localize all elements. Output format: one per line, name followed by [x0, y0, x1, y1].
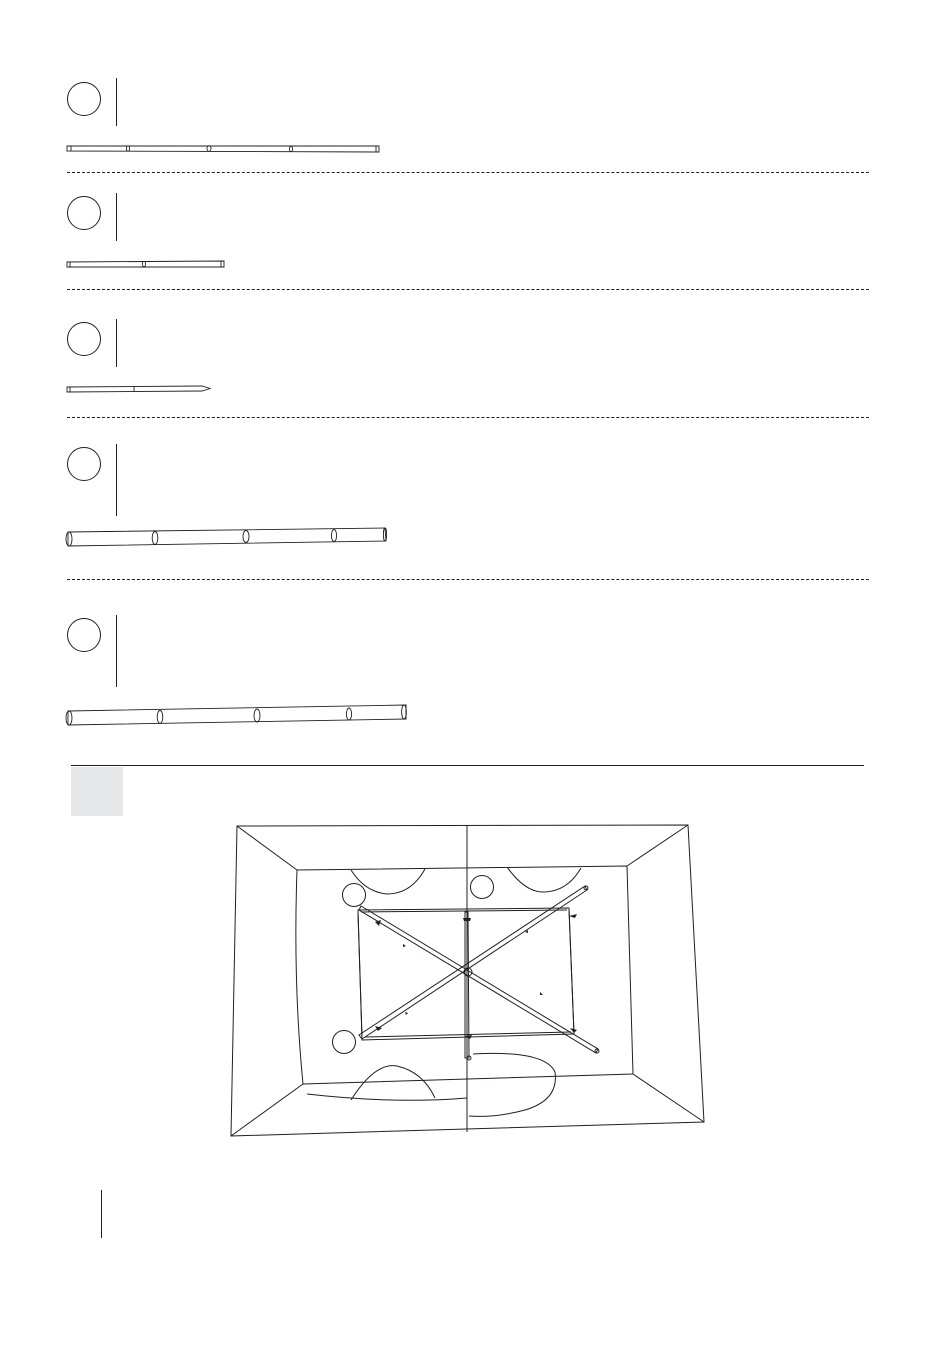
pole-long-thick: [64, 527, 394, 549]
ground-stake: [66, 383, 216, 395]
pole-long-thin: [66, 143, 386, 155]
part-divider-bar: [116, 615, 117, 687]
part-callout-circle: [67, 447, 101, 481]
part-callout-circle: [67, 618, 101, 652]
part-divider-bar: [116, 319, 117, 367]
part-callout-circle: [67, 322, 101, 356]
part-callout-circle: [67, 82, 101, 116]
step-rule: [71, 765, 864, 766]
assembly-figure: [225, 822, 725, 1152]
pole-long-thick: [64, 704, 414, 728]
figure-callout-circle: [342, 883, 366, 907]
figure-callout-circle: [332, 1030, 356, 1054]
section-divider: [67, 172, 869, 173]
footer-note-bar: [101, 1190, 102, 1238]
part-divider-bar: [116, 193, 117, 241]
section-divider: [67, 289, 869, 290]
figure-callout-circle: [470, 875, 494, 899]
part-divider-bar: [116, 78, 117, 126]
part-callout-circle: [67, 196, 101, 230]
part-divider-bar: [116, 444, 117, 516]
section-divider: [67, 417, 869, 418]
section-divider: [67, 579, 869, 580]
pole-short-thin: [66, 258, 231, 270]
step-number-box: [71, 767, 123, 816]
